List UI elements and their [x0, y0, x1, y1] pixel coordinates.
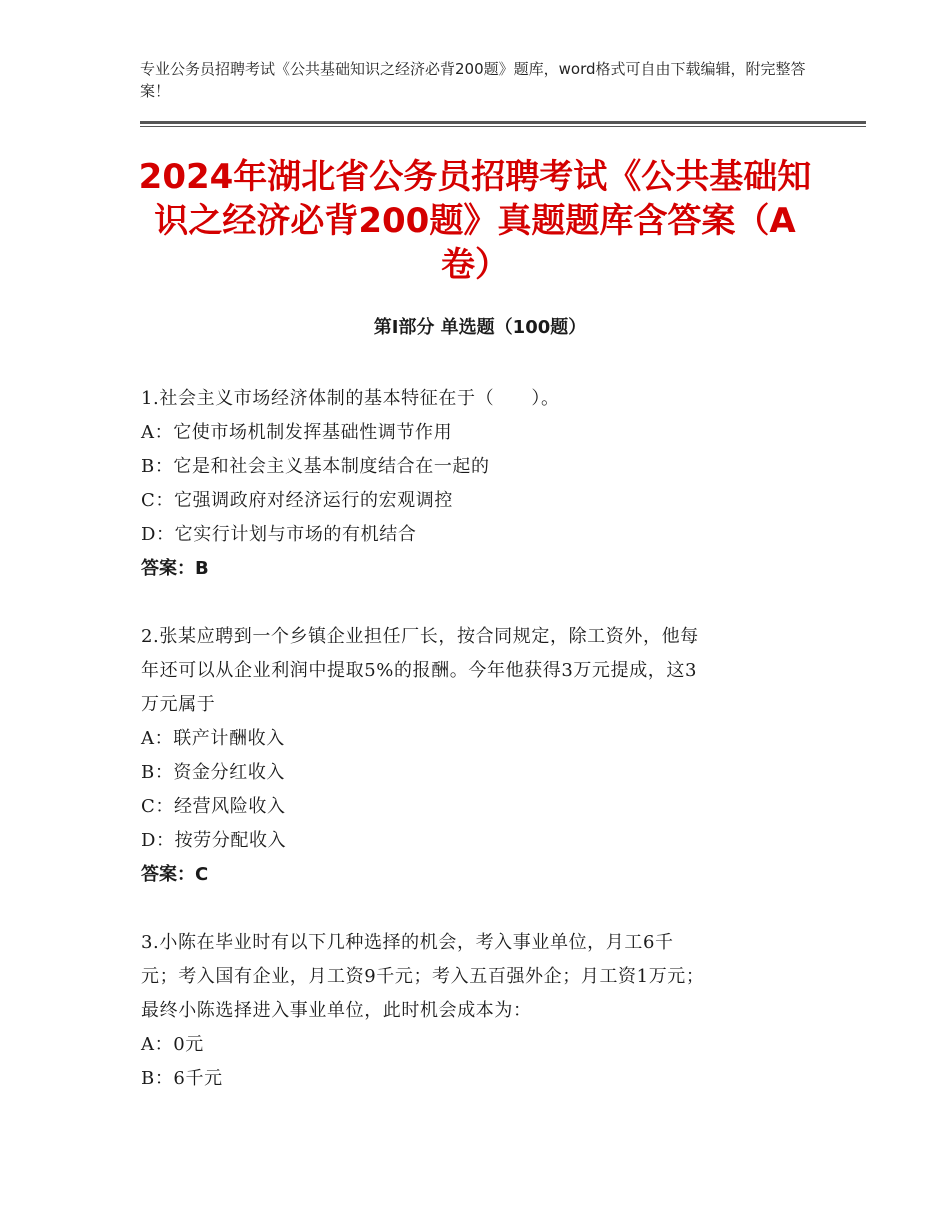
question-stem-line: 元；考入国有企业，月工资9千元；考入五百强外企；月工资1万元； [141, 966, 705, 987]
answer-label: 答案：B [141, 558, 209, 579]
option-d: D：它实行计划与市场的有机结合 [141, 524, 417, 545]
question-stem-line: 最终小陈选择进入事业单位，此时机会成本为： [141, 1000, 532, 1021]
option-b: B：6千元 [141, 1068, 223, 1089]
option-d: D：按劳分配收入 [141, 830, 287, 851]
question-3 [141, 926, 811, 1096]
question-stem-line: 万元属于 [141, 694, 216, 715]
answer-label: 答案：C [141, 864, 209, 885]
question-stem-line: 年还可以从企业利润中提取5%的报酬。今年他获得3万元提成，这3 [141, 660, 698, 681]
option-b: B：它是和社会主义基本制度结合在一起的 [141, 456, 490, 477]
option-c: C：它强调政府对经济运行的宏观调控 [141, 490, 453, 511]
question-stem-line: 1.社会主义市场经济体制的基本特征在于（ ）。 [141, 388, 560, 409]
section-title: 第Ⅰ部分 单选题（100题） [373, 317, 587, 338]
header-divider-thick [140, 121, 866, 124]
option-a: A：它使市场机制发挥基础性调节作用 [141, 422, 453, 443]
document-title: 2024年湖北省公务员招聘考试《公共基础知识之经济必背200题》真题题库含答案（A卷） [138, 157, 812, 285]
question-stem-line: 2.张某应聘到一个乡镇企业担任厂长，按合同规定，除工资外，他每 [141, 626, 699, 647]
option-c: C：经营风险收入 [141, 796, 286, 817]
header-note: 专业公务员招聘考试《公共基础知识之经济必背200题》题库，word格式可自由下载编辑，附完整答案！ [140, 60, 806, 100]
question-2 [141, 620, 811, 892]
question-list [141, 382, 811, 1130]
option-a: A：联产计酬收入 [141, 728, 285, 749]
option-a: A：0元 [141, 1034, 204, 1055]
header-divider-thin [140, 126, 866, 127]
question-1 [141, 382, 811, 586]
option-b: B：资金分红收入 [141, 762, 286, 783]
question-stem-line: 3.小陈在毕业时有以下几种选择的机会，考入事业单位，月工6千 [141, 932, 674, 953]
